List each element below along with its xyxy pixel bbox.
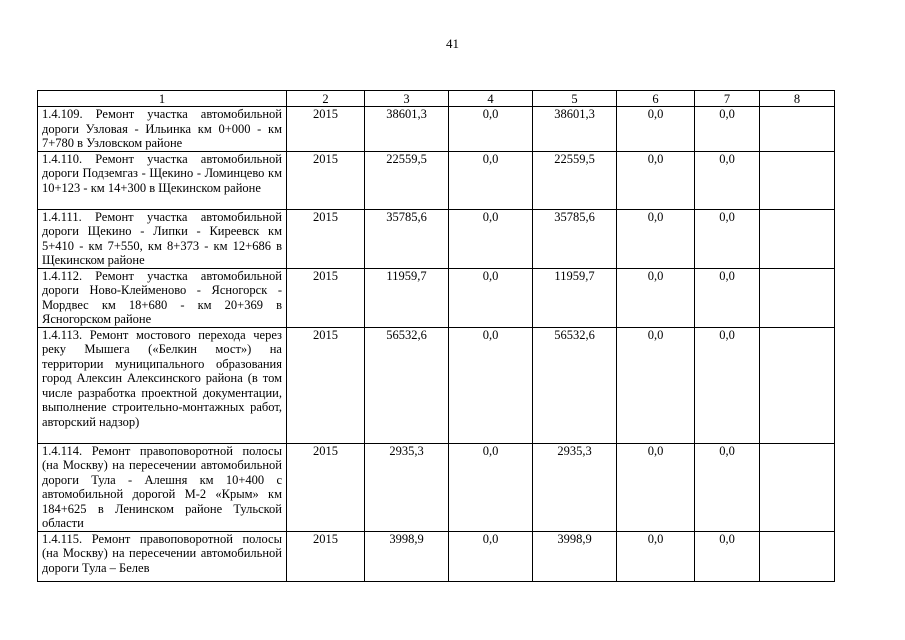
header-cell: 5: [533, 91, 617, 107]
amount-total-cell: 56532,6: [365, 327, 449, 443]
amount-col5-cell: 56532,6: [533, 327, 617, 443]
amount-col4-cell: 0,0: [449, 107, 533, 152]
amount-col6-cell: 0,0: [617, 443, 695, 531]
header-cell: 1: [38, 91, 287, 107]
amount-col6-cell: 0,0: [617, 209, 695, 268]
header-cell: 6: [617, 91, 695, 107]
amount-col6-cell: 0,0: [617, 531, 695, 581]
budget-table: [37, 90, 835, 582]
amount-col6-cell: 0,0: [617, 268, 695, 327]
note-cell: [760, 327, 835, 443]
note-cell: [760, 107, 835, 152]
amount-col7-cell: 0,0: [695, 107, 760, 152]
project-name-cell: 1.4.115. Ремонт правоповоротной полосы (на Москву) на пересечении автомобильной дороги Тула – Белев: [38, 531, 287, 581]
amount-col5-cell: 11959,7: [533, 268, 617, 327]
amount-col7-cell: 0,0: [695, 443, 760, 531]
amount-total-cell: 2935,3: [365, 443, 449, 531]
amount-col4-cell: 0,0: [449, 151, 533, 209]
year-cell: 2015: [287, 268, 365, 327]
amount-col5-cell: 2935,3: [533, 443, 617, 531]
table-row: [38, 209, 835, 268]
amount-col6-cell: 0,0: [617, 327, 695, 443]
amount-col6-cell: 0,0: [617, 107, 695, 152]
amount-col7-cell: 0,0: [695, 531, 760, 581]
amount-total-cell: 11959,7: [365, 268, 449, 327]
project-name-cell: 1.4.110. Ремонт участка автомобильной дороги Подземгаз - Щекино - Ломинцево км 10+123 - км 14+300 в Щекинском районе: [38, 151, 287, 209]
project-name-cell: 1.4.109. Ремонт участка автомобильной дороги Узловая - Ильинка км 0+000 - км 7+780 в Узловском районе: [38, 107, 287, 152]
header-row: [38, 91, 835, 107]
amount-col4-cell: 0,0: [449, 443, 533, 531]
amount-col5-cell: 35785,6: [533, 209, 617, 268]
table-row: [38, 531, 835, 581]
year-cell: 2015: [287, 151, 365, 209]
header-cell: 2: [287, 91, 365, 107]
header-cell: 3: [365, 91, 449, 107]
amount-col5-cell: 38601,3: [533, 107, 617, 152]
amount-col7-cell: 0,0: [695, 209, 760, 268]
amount-total-cell: 3998,9: [365, 531, 449, 581]
amount-col7-cell: 0,0: [695, 268, 760, 327]
year-cell: 2015: [287, 107, 365, 152]
amount-col4-cell: 0,0: [449, 327, 533, 443]
amount-col7-cell: 0,0: [695, 151, 760, 209]
project-name-cell: 1.4.111. Ремонт участка автомобильной дороги Щекино - Липки - Киреевск км 5+410 - км 7+550, км 8+373 - км 12+686 в Щекинском районе: [38, 209, 287, 268]
note-cell: [760, 268, 835, 327]
note-cell: [760, 151, 835, 209]
table-row: [38, 443, 835, 531]
amount-total-cell: 35785,6: [365, 209, 449, 268]
project-name-cell: 1.4.113. Ремонт мостового перехода через реку Мышега («Белкин мост») на территории муниципального образования город Алексин Алексинского района (в том числе разработка проектной документации, выполнение строительно-монтажных работ, авторский надзор): [38, 327, 287, 443]
amount-total-cell: 38601,3: [365, 107, 449, 152]
year-cell: 2015: [287, 443, 365, 531]
header-cell: 8: [760, 91, 835, 107]
amount-col4-cell: 0,0: [449, 209, 533, 268]
year-cell: 2015: [287, 531, 365, 581]
project-name-cell: 1.4.112. Ремонт участка автомобильной дороги Ново-Клейменово - Ясногорск - Мордвес км 18+680 - км 20+369 в Ясногорском районе: [38, 268, 287, 327]
amount-col5-cell: 22559,5: [533, 151, 617, 209]
amount-col7-cell: 0,0: [695, 327, 760, 443]
table-row: [38, 268, 835, 327]
note-cell: [760, 209, 835, 268]
table-row: [38, 151, 835, 209]
project-name-cell: 1.4.114. Ремонт правоповоротной полосы (на Москву) на пересечении автомобильной дороги Тула - Алешня км 10+400 с автомобильной дорогой М-2 «Крым» км 184+625 в Ленинском районе Тульской области: [38, 443, 287, 531]
header-cell: 7: [695, 91, 760, 107]
amount-col4-cell: 0,0: [449, 531, 533, 581]
amount-col6-cell: 0,0: [617, 151, 695, 209]
table-row: [38, 327, 835, 443]
note-cell: [760, 531, 835, 581]
year-cell: 2015: [287, 327, 365, 443]
amount-col4-cell: 0,0: [449, 268, 533, 327]
amount-col5-cell: 3998,9: [533, 531, 617, 581]
year-cell: 2015: [287, 209, 365, 268]
note-cell: [760, 443, 835, 531]
table-row: [38, 107, 835, 152]
page-number: 41: [446, 36, 459, 51]
amount-total-cell: 22559,5: [365, 151, 449, 209]
header-cell: 4: [449, 91, 533, 107]
